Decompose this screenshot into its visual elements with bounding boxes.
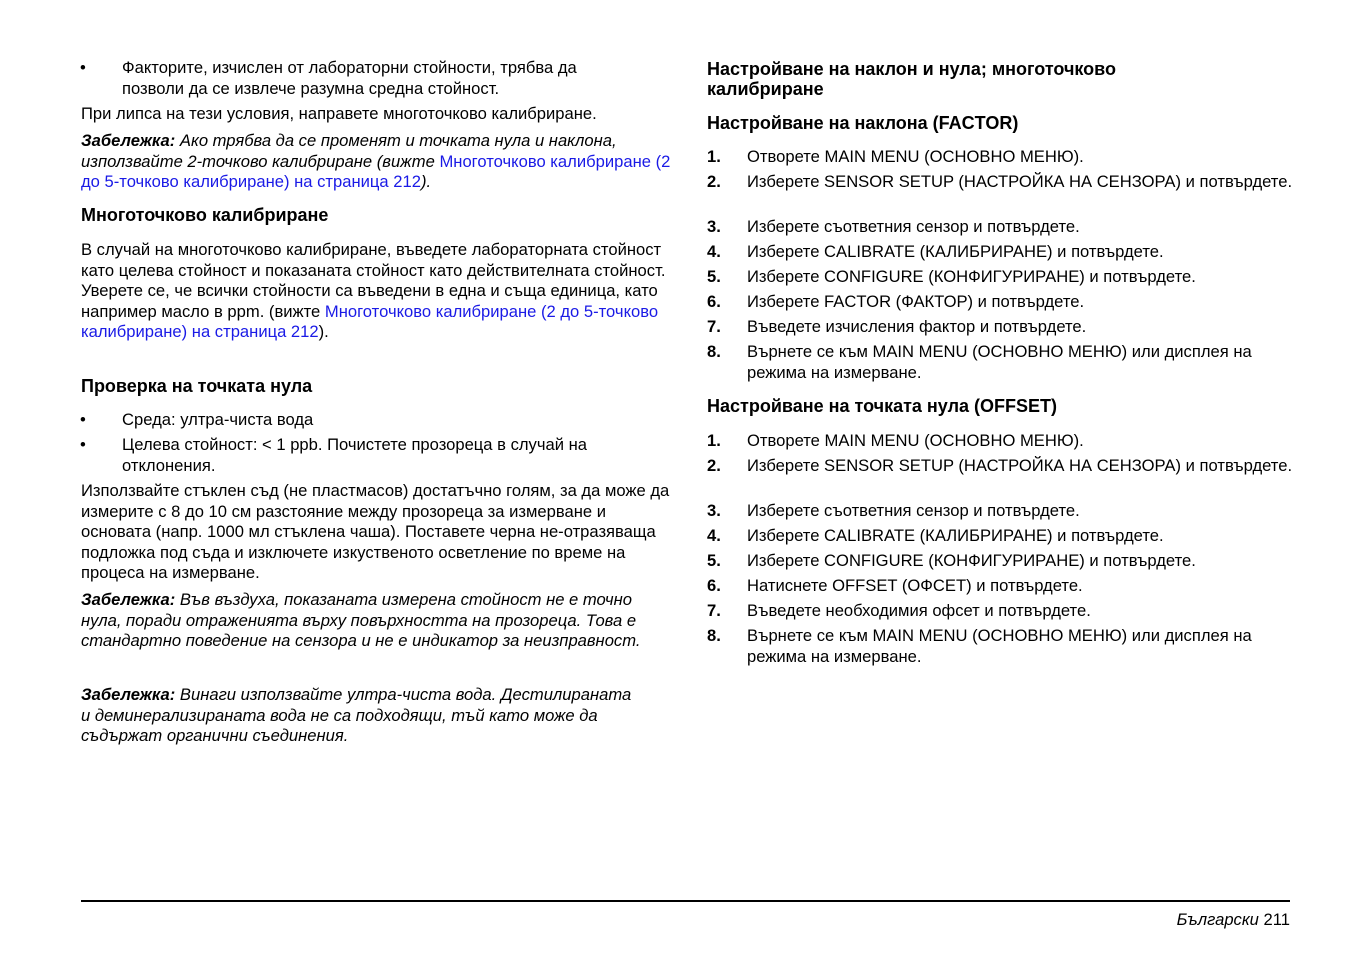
page-footer xyxy=(1177,910,1290,931)
bullet-text-factors: Факторите, изчислен от лабораторни стойности, трябва да позволи да се извлече разумна средна стойност. xyxy=(122,58,577,98)
heading-zero-check: Проверка на точката нула xyxy=(81,376,313,396)
note-label: Забележка: xyxy=(81,685,176,704)
paragraph-no-conditions: При липса на тези условия, направете многоточково калибриране. xyxy=(81,104,597,123)
step-number: 4. xyxy=(707,242,721,261)
bullet-text-medium: Среда: ултра-чиста вода xyxy=(122,410,314,429)
bullet-marker: • xyxy=(80,410,86,429)
step-text: Изберете CALIBRATE (КАЛИБРИРАНЕ) и потвърдете. xyxy=(747,526,1164,545)
step-number: 3. xyxy=(707,501,721,520)
note-label: Забележка: xyxy=(81,131,176,150)
heading-multipoint-calibration: Многоточково калибриране xyxy=(81,205,329,225)
note-text: Ако трябва да се променят и точката нула и наклона, използвайте 2-точково калибриране (вижте xyxy=(81,131,617,171)
step-text: Въведете изчисления фактор и потвърдете. xyxy=(747,317,1087,336)
page-number: 211 xyxy=(1263,910,1290,929)
step-number: 8. xyxy=(707,626,721,645)
note-text: Винаги използвайте ултра-чиста вода. Дестилираната и деминерализираната вода не са подходящи, тъй като може да съдържат органични съединения. xyxy=(81,685,632,745)
step-text: Изберете FACTOR (ФАКТОР) и потвърдете. xyxy=(747,292,1085,311)
step-text: Изберете SENSOR SETUP (НАСТРОЙКА НА СЕНЗОРА) и потвърдете. xyxy=(747,456,1293,475)
step-number: 7. xyxy=(707,601,721,620)
step-text: Върнете се към MAIN MENU (ОСНОВНО МЕНЮ) или дисплея на режима на измерване. xyxy=(747,626,1252,666)
step-text: Изберете съответния сензор и потвърдете. xyxy=(747,217,1080,236)
note-text: Във въздуха, показаната измерена стойност не е точно нула, поради отраженията върху повърхността на прозореца. Това е стандартно поведение на сензора и не е индикатор за неизправност. xyxy=(81,590,641,650)
footer-rule xyxy=(81,900,1290,902)
note-ultrapure-water xyxy=(81,685,641,747)
step-text: Изберете съответния сензор и потвърдете. xyxy=(747,501,1080,520)
note-air-reading xyxy=(81,590,641,652)
bullet-marker: • xyxy=(80,58,86,77)
step-text: Отворете MAIN MENU (ОСНОВНО МЕНЮ). xyxy=(747,431,1084,450)
step-number: 8. xyxy=(707,342,721,361)
step-number: 7. xyxy=(707,317,721,336)
bullet-text-target: Целева стойност: < 1 ppb. Почистете прозореца в случай на отклонения. xyxy=(122,435,587,475)
step-number: 5. xyxy=(707,267,721,286)
link-multipoint-calibration[interactable]: Многоточково калибриране (2 до 5-точково калибриране) на страница 212 xyxy=(81,151,671,191)
heading-offset: Настройване на точката нула (OFFSET) xyxy=(707,396,1057,416)
step-number: 2. xyxy=(707,172,721,191)
footer-language: Български xyxy=(1176,910,1259,929)
step-number: 6. xyxy=(707,576,721,595)
step-text: Въведете необходимия офсет и потвърдете. xyxy=(747,601,1091,620)
step-text: Натиснете OFFSET (ОФСЕТ) и потвърдете. xyxy=(747,576,1083,595)
link-multipoint-calibration-2[interactable]: Многоточково калибриране (2 до 5-точково калибриране) на страница 212 xyxy=(81,301,659,341)
step-number: 1. xyxy=(707,147,721,166)
step-number: 5. xyxy=(707,551,721,570)
paragraph-glass-vessel: Използвайте стъклен съд (не пластмасов) достатъчно голям, за да може да измерите с 8 до 10 см разстояние между прозореца за измерване и основата (напр. 1000 мл стъклена чаша). Поставете черна не-отразяваща подложка под съда и изключете изкуственото осветление по време на процеса на измерване. xyxy=(81,481,670,582)
paragraph-closing: ). xyxy=(318,322,329,341)
step-text: Изберете CALIBRATE (КАЛИБРИРАНЕ) и потвърдете. xyxy=(747,242,1164,261)
heading-factor: Настройване на наклона (FACTOR) xyxy=(707,113,1019,133)
note-closing: ). xyxy=(420,172,432,191)
step-text: Изберете CONFIGURE (КОНФИГУРИРАНЕ) и потвърдете. xyxy=(747,267,1196,286)
note-two-point xyxy=(81,131,671,193)
step-text: Отворете MAIN MENU (ОСНОВНО МЕНЮ). xyxy=(747,147,1084,166)
paragraph-multipoint xyxy=(81,240,671,343)
bullet-marker: • xyxy=(80,435,86,454)
step-text: Изберете CONFIGURE (КОНФИГУРИРАНЕ) и потвърдете. xyxy=(747,551,1196,570)
step-text: Изберете SENSOR SETUP (НАСТРОЙКА НА СЕНЗОРА) и потвърдете. xyxy=(747,172,1293,191)
note-label: Забележка: xyxy=(81,590,176,609)
step-number: 6. xyxy=(707,292,721,311)
step-number: 1. xyxy=(707,431,721,450)
heading-slope-zero: Настройване на наклон и нула; многоточково калибриране xyxy=(707,59,1116,99)
paragraph-text: В случай на многоточково калибриране, въведете лабораторната стойност като целева стойност и показаната стойност като действителната стойност. Уверете се, че всички стойности са въведени в една и съща единица, като например масло в ppm. (вижте xyxy=(81,240,666,321)
step-text: Върнете се към MAIN MENU (ОСНОВНО МЕНЮ) или дисплея на режима на измерване. xyxy=(747,342,1252,382)
step-number: 4. xyxy=(707,526,721,545)
step-number: 3. xyxy=(707,217,721,236)
step-number: 2. xyxy=(707,456,721,475)
